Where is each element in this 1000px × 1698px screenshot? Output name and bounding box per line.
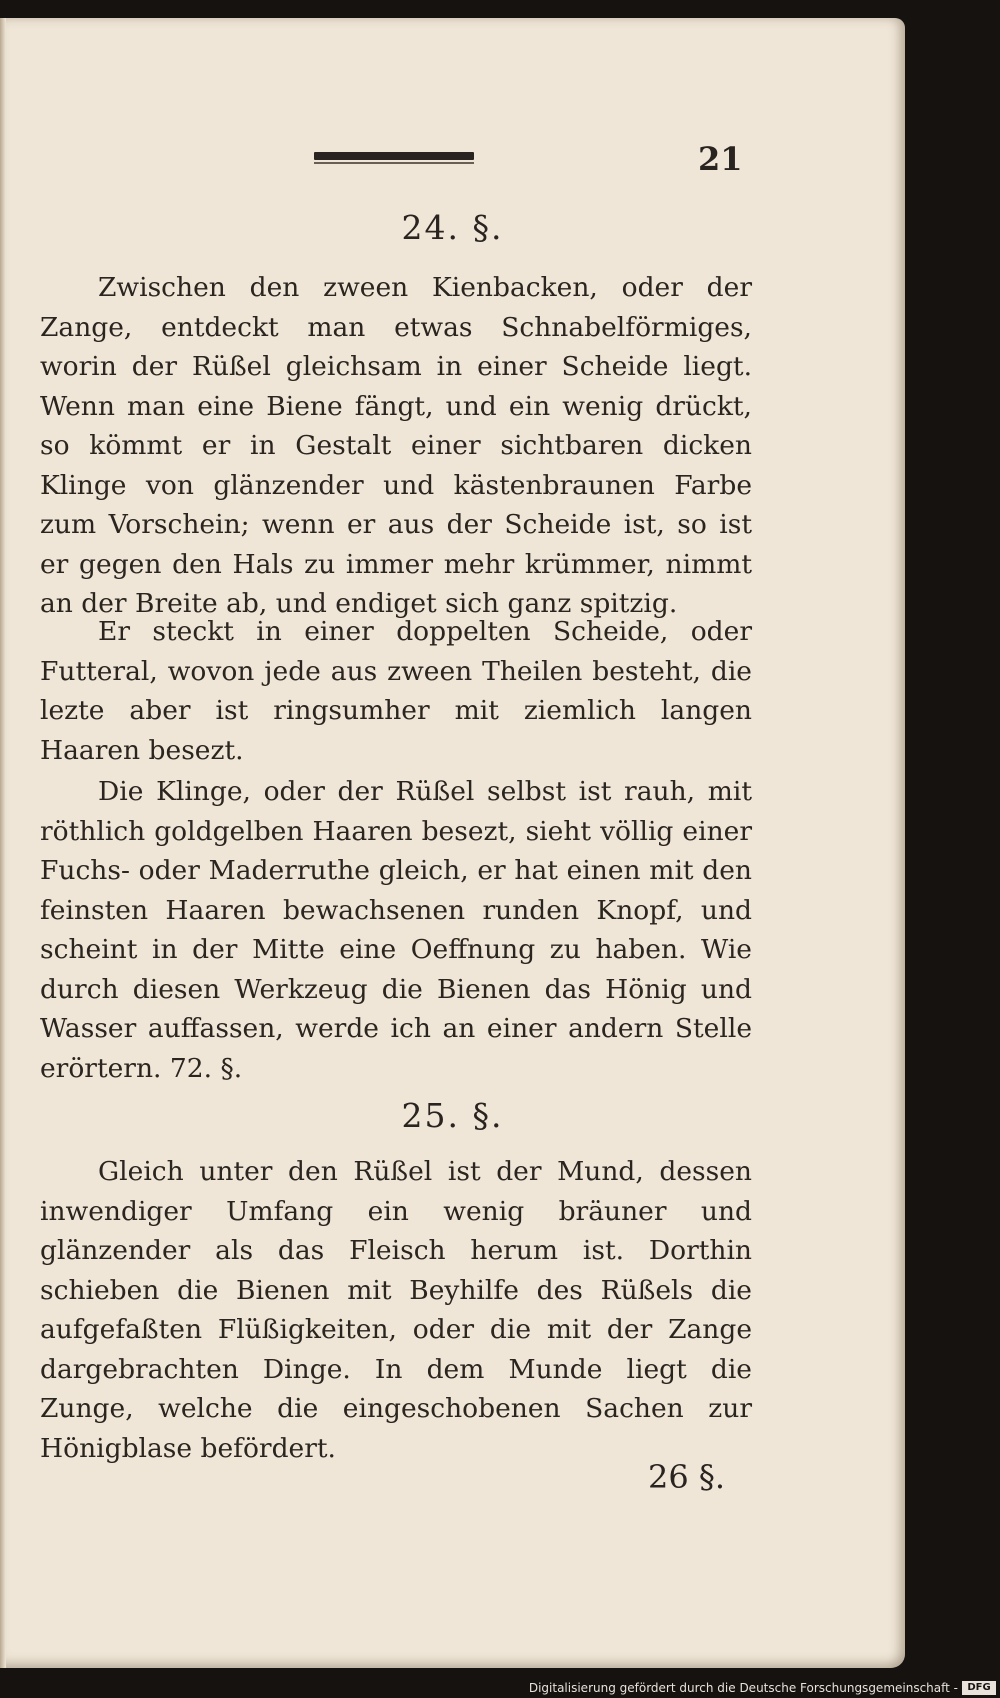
paragraph: Gleich unter den Rüßel ist der Mund, dessen inwendiger Umfang ein wenig bräuner und glänzender als das Fleisch herum ist. Dorthin schieben die Bienen mit Beyhilfe des Rüßels die aufgefaßten Flüßigkeiten, oder die mit der Zange dargebrachten Dinge. In dem Munde liegt die Zunge, welche die eingeschobenen Sachen zur Hönigblase befördert. xyxy=(40,1156,752,1464)
paragraph: Die Klinge, oder der Rüßel selbst ist rauh, mit röthlich goldgelben Haaren besezt, sieht völlig einer Fuchs- oder Maderruthe gleich, er hat einen mit den feinsten Haaren bewachsenen runden Knopf, und scheint in der Mitte eine Oeffnung zu haben. Wie durch diesen Werkzeug die Bienen das Hönig und Wasser auffassen, werde ich an einer andern Stelle erörtern. 72. §. xyxy=(40,776,752,1084)
header-rule xyxy=(314,152,474,160)
dfg-logo: DFG xyxy=(962,1681,996,1695)
section-heading-25: 25. §. xyxy=(401,1096,504,1135)
section-heading-24: 24. §. xyxy=(401,208,504,247)
page-gutter xyxy=(0,18,6,1668)
digitization-credit: Digitalisierung gefördert durch die Deutsche Forschungsgemeinschaft - xyxy=(528,1681,958,1695)
page-number: 21 xyxy=(698,140,743,178)
paragraph: Zwischen den zween Kienbacken, oder der Zange, entdeckt man etwas Schnabelförmiges, worin der Rüßel gleichsam in einer Scheide liegt. Wenn man eine Biene fängt, und ein wenig drückt, so kömmt er in Gestalt einer sichtbaren dicken Klinge von glänzender und kästenbraunen Farbe zum Vorschein; wenn er aus der Scheide ist, so ist er gegen den Hals zu immer mehr krümmer, nimmt an der Breite ab, und endiget sich ganz spitzig. xyxy=(40,272,752,619)
catchword: 26 §. xyxy=(648,1458,726,1496)
paragraph: Er steckt in einer doppelten Scheide, oder Futteral, wovon jede aus zween Theilen besteht, die lezte aber ist ringsumher mit ziemlich langen Haaren besezt. xyxy=(40,616,752,766)
